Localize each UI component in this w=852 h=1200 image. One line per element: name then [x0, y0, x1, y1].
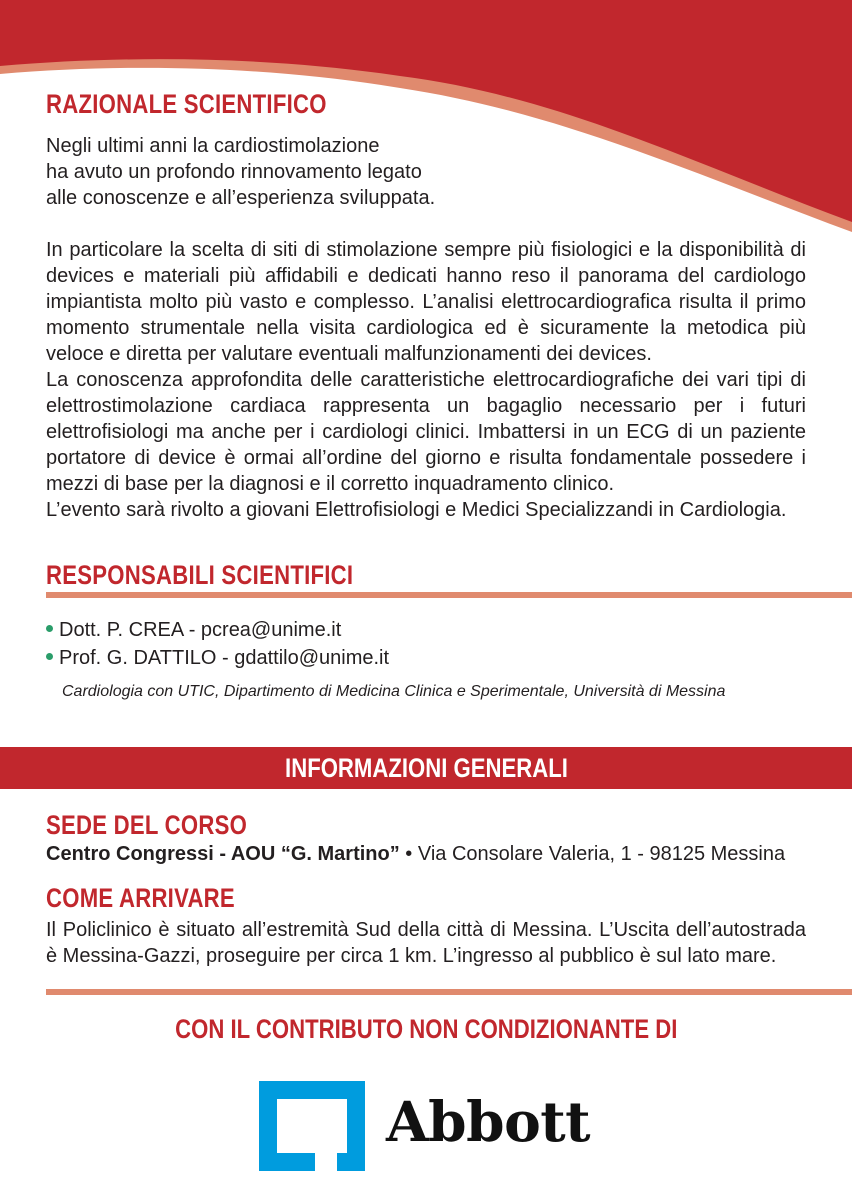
razionale-paragraph: La conoscenza approfondita delle caratteristiche elettrocardiografiche dei vari tipi di elettrostimolazione cardiaca rappresenta un bagaglio necessario per i futuri elettrofisiologi ma anche per i cardiologi clinici. Imbattersi in un ECG di un paziente portatore di device è ormai all’ordine del giorno e risulta fondamentale possedere i mezzi di base per la diagnosi e il corretto inquadramento clinico.	[46, 369, 806, 495]
section-divider	[46, 989, 852, 995]
razionale-paragraph: In particolare la scelta di siti di stimolazione sempre più fisiologici e la disponibilità di devices e materiali più affidabili e dedicati hanno reso il panorama del cardiologo impiantista molto più vasto e complesso. L’analisi elettrocardiografica risulta il primo momento strumentale nella visita cardiologica ed è sicuramente la metodica più veloce e diretta per valutare eventuali malfunzionamenti dei devices.	[46, 239, 806, 365]
affiliation: Cardiologia con UTIC, Dipartimento di Medicina Clinica e Sperimentale, Università di Messina	[62, 683, 726, 700]
decorative-wave-banner	[0, 0, 852, 250]
razionale-paragraph: L’evento sarà rivolto a giovani Elettrofisiologi e Medici Specializzandi in Cardiologia.	[46, 499, 787, 521]
razionale-heading: RAZIONALE SCIENTIFICO	[46, 89, 327, 119]
sponsor-heading	[0, 1014, 852, 1045]
intro-line: alle conoscenze e all’esperienza sviluppata.	[46, 187, 436, 209]
arrivare-heading: COME ARRIVARE	[46, 883, 235, 913]
person-entry: Dott. P. CREA - pcrea@unime.it	[59, 619, 342, 641]
bullet-icon	[46, 625, 53, 632]
venue-line	[46, 843, 785, 866]
intro-line: ha avuto un profondo rinnovamento legato	[46, 161, 422, 183]
razionale-body	[46, 237, 806, 523]
responsabili-list	[46, 616, 389, 672]
venue-separator: •	[405, 843, 413, 865]
intro-line: Negli ultimi anni la cardiostimolazione	[46, 135, 380, 157]
responsabili-heading: RESPONSABILI SCIENTIFICI	[46, 560, 354, 590]
info-band-title	[0, 747, 852, 789]
venue-address: Via Consolare Valeria, 1 - 98125 Messina	[417, 843, 786, 865]
list-item	[46, 616, 389, 644]
sponsor-heading-text: CON IL CONTRIBUTO NON CONDIZIONANTE DI	[174, 1014, 678, 1044]
abbott-logo-icon	[259, 1081, 365, 1171]
razionale-intro	[46, 133, 435, 211]
abbott-logo-wordmark: Abbott	[386, 1089, 591, 1154]
list-item	[46, 644, 389, 672]
person-entry: Prof. G. DATTILO - gdattilo@unime.it	[59, 647, 390, 669]
sede-heading: SEDE DEL CORSO	[46, 810, 248, 840]
directions-text: Il Policlinico è situato all’estremità Sud della città di Messina. L’Uscita dell’autostrada è Messina-Gazzi, proseguire per circa 1 km. L’ingresso al pubblico è sul lato mare.	[46, 919, 806, 967]
venue-name: Centro Congressi - AOU “G. Martino”	[46, 843, 400, 865]
section-divider	[46, 592, 852, 598]
info-band-title-text: INFORMAZIONI GENERALI	[284, 753, 568, 783]
bullet-icon	[46, 653, 53, 660]
